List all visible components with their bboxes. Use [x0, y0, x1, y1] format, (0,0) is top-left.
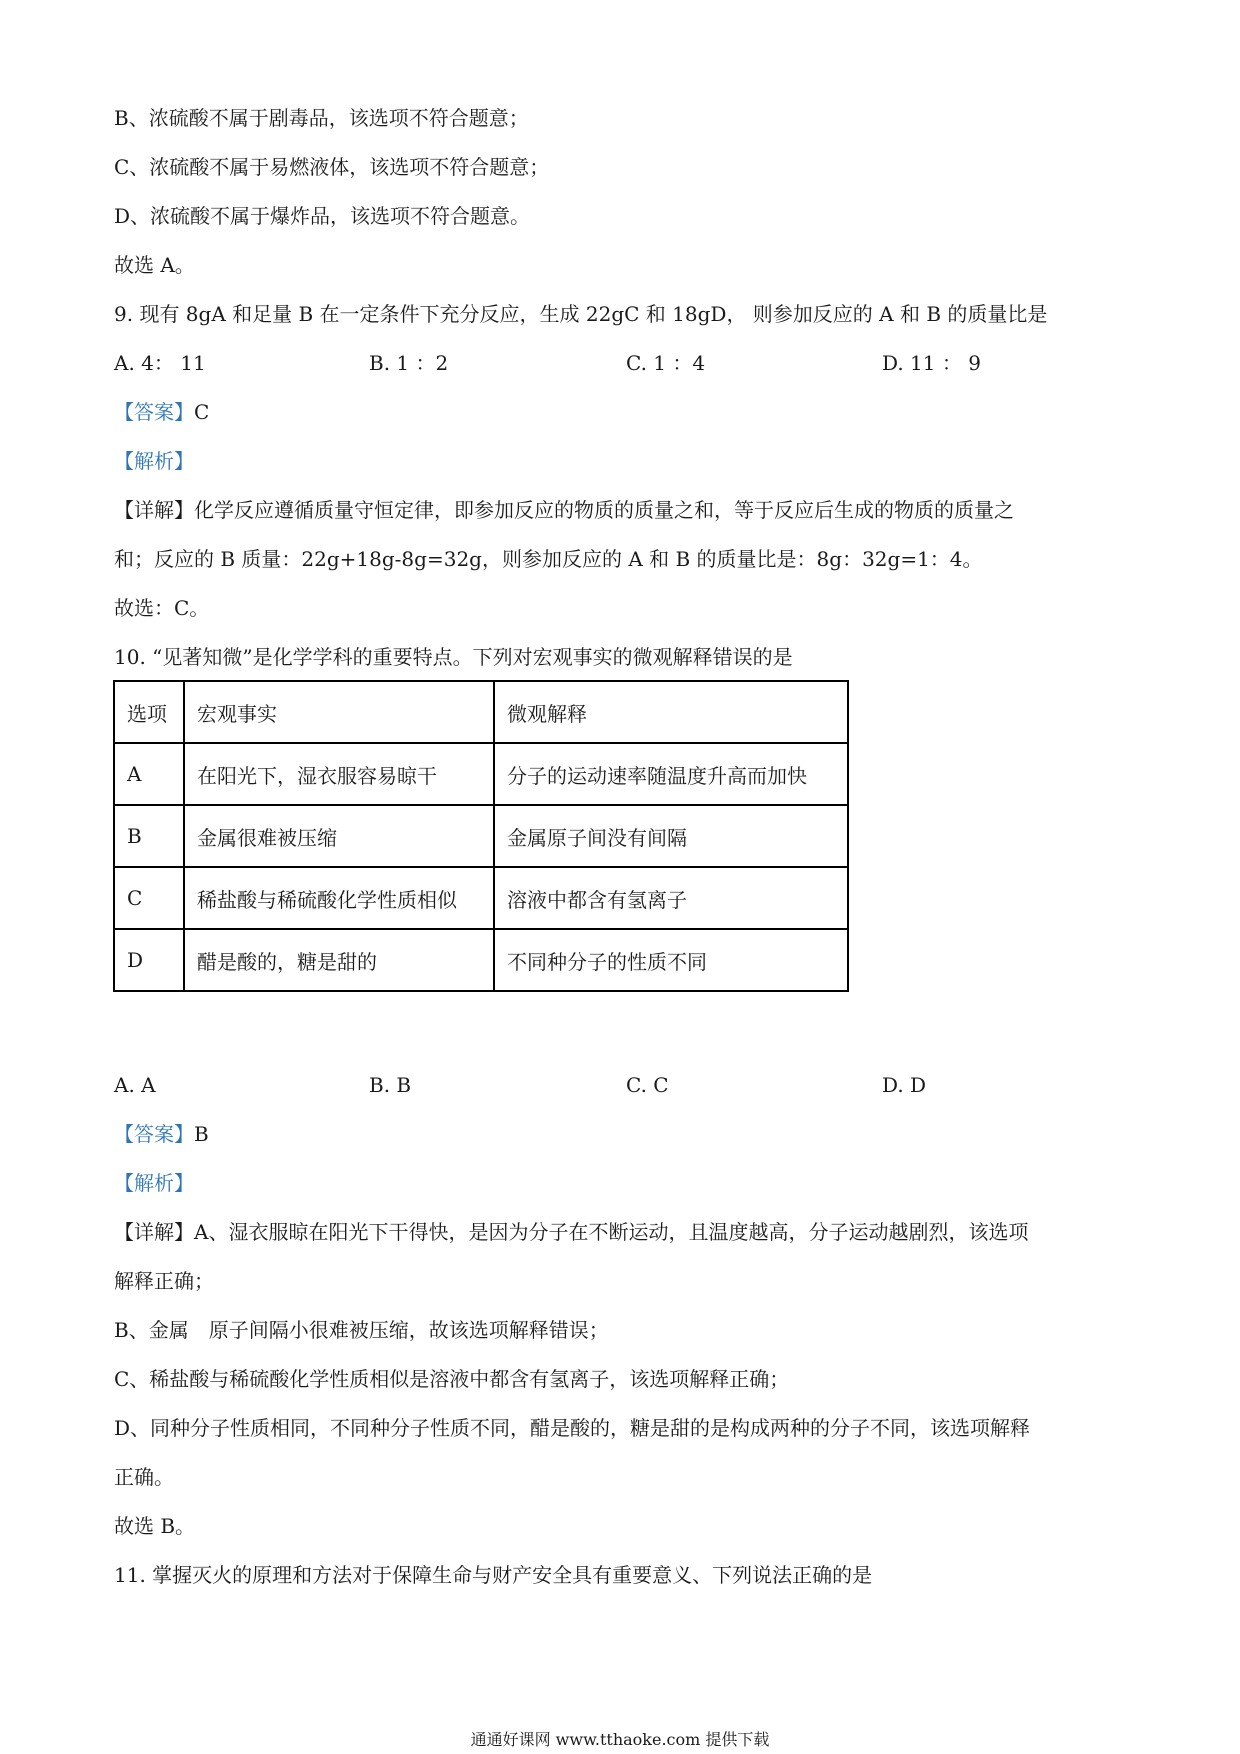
- table-cell: C: [114, 867, 184, 929]
- conclusion-line: 故选 B。: [114, 1514, 196, 1538]
- analysis-line: [114, 447, 194, 475]
- table-header-row: [114, 681, 848, 743]
- answer-value: B: [194, 1122, 209, 1146]
- detail-tag: 【详解】: [114, 1220, 194, 1244]
- table-cell: 稀盐酸与稀硫酸化学性质相似: [184, 867, 494, 929]
- option-b: B. 1 ：2: [369, 351, 449, 375]
- answer-value: C: [194, 400, 210, 424]
- option-d: D. D: [882, 1073, 927, 1097]
- option-d: D. 11 ： 9: [882, 351, 981, 375]
- text-line: 和；反应的 B 质量：22g+18g-8g=32g，则参加反应的 A 和 B 的质量比是：8g：32g=1：4。: [114, 547, 983, 571]
- answer-tag: 【答案】: [114, 400, 194, 424]
- table-row: [114, 867, 848, 929]
- page-footer: 通通好课网 www.tthaoke.com 提供下载: [470, 1730, 770, 1749]
- text-line: 解释正确；: [114, 1269, 214, 1293]
- text-line: D、浓硫酸不属于爆炸品，该选项不符合题意。: [114, 204, 531, 228]
- detail-text: 化学反应遵循质量守恒定律，即参加反应的物质的质量之和，等于反应后生成的物质的质量之: [194, 498, 1014, 522]
- answer-tag: 【答案】: [114, 1122, 194, 1146]
- table-cell: B: [114, 805, 184, 867]
- question-11-stem: 11. 掌握灭火的原理和方法对于保障生命与财产安全具有重要意义、下列说法正确的是: [114, 1563, 873, 1587]
- table-header-cell: 选项: [114, 681, 184, 743]
- table-row: [114, 805, 848, 867]
- question-10-stem: 10. “见著知微”是化学学科的重要特点。下列对宏观事实的微观解释错误的是: [114, 645, 793, 669]
- table-cell: 溶液中都含有氢离子: [494, 867, 848, 929]
- analysis-line: [114, 1169, 194, 1197]
- question-9-stem: 9. 现有 8gA 和足量 B 在一定条件下充分反应，生成 22gC 和 18gD， 则参加反应的 A 和 B 的质量比是: [114, 302, 1048, 326]
- option-a: A. A: [114, 1073, 156, 1097]
- detail-line: [114, 496, 1014, 524]
- text-line: C、浓硫酸不属于易燃液体，该选项不符合题意；: [114, 155, 550, 179]
- explanation-table: [113, 680, 849, 992]
- table-header-cell: 宏观事实: [184, 681, 494, 743]
- text-line: B、浓硫酸不属于剧毒品，该选项不符合题意；: [114, 106, 529, 130]
- table-cell: 在阳光下，湿衣服容易晾干: [184, 743, 494, 805]
- answer-line: [114, 398, 209, 426]
- text-line: D、同种分子性质相同，不同种分子性质不同，醋是酸的，糖是甜的是构成两种的分子不同，该选项解释: [114, 1416, 1031, 1440]
- table-row: [114, 929, 848, 991]
- table-row: [114, 743, 848, 805]
- conclusion-line: 故选：C。: [114, 596, 210, 620]
- table-cell: 分子的运动速率随温度升高而加快: [494, 743, 848, 805]
- text-line: C、稀盐酸与稀硫酸化学性质相似是溶液中都含有氢离子，该选项解释正确；: [114, 1367, 790, 1391]
- table-cell: D: [114, 929, 184, 991]
- text-line: 正确。: [114, 1465, 174, 1489]
- detail-text: A、湿衣服晾在阳光下干得快，是因为分子在不断运动，且温度越高，分子运动越剧烈，该选项: [194, 1220, 1029, 1244]
- table-header-cell: 微观解释: [494, 681, 848, 743]
- option-c: C. C: [626, 1073, 669, 1097]
- text-line: B、金属 原子间隔小很难被压缩，故该选项解释错误；: [114, 1318, 609, 1342]
- analysis-tag: 【解析】: [114, 1171, 194, 1195]
- option-b: B. B: [369, 1073, 412, 1097]
- detail-line: [114, 1218, 1028, 1246]
- table-cell: 金属很难被压缩: [184, 805, 494, 867]
- table-cell: 金属原子间没有间隔: [494, 805, 848, 867]
- text-line: 故选 A。: [114, 253, 195, 277]
- table-cell: 不同种分子的性质不同: [494, 929, 848, 991]
- option-a: A. 4： 11: [114, 351, 206, 375]
- detail-tag: 【详解】: [114, 498, 194, 522]
- option-c: C. 1 ：4: [626, 351, 706, 375]
- table-cell: 醋是酸的，糖是甜的: [184, 929, 494, 991]
- analysis-tag: 【解析】: [114, 449, 194, 473]
- answer-line: [114, 1120, 209, 1148]
- table-cell: A: [114, 743, 184, 805]
